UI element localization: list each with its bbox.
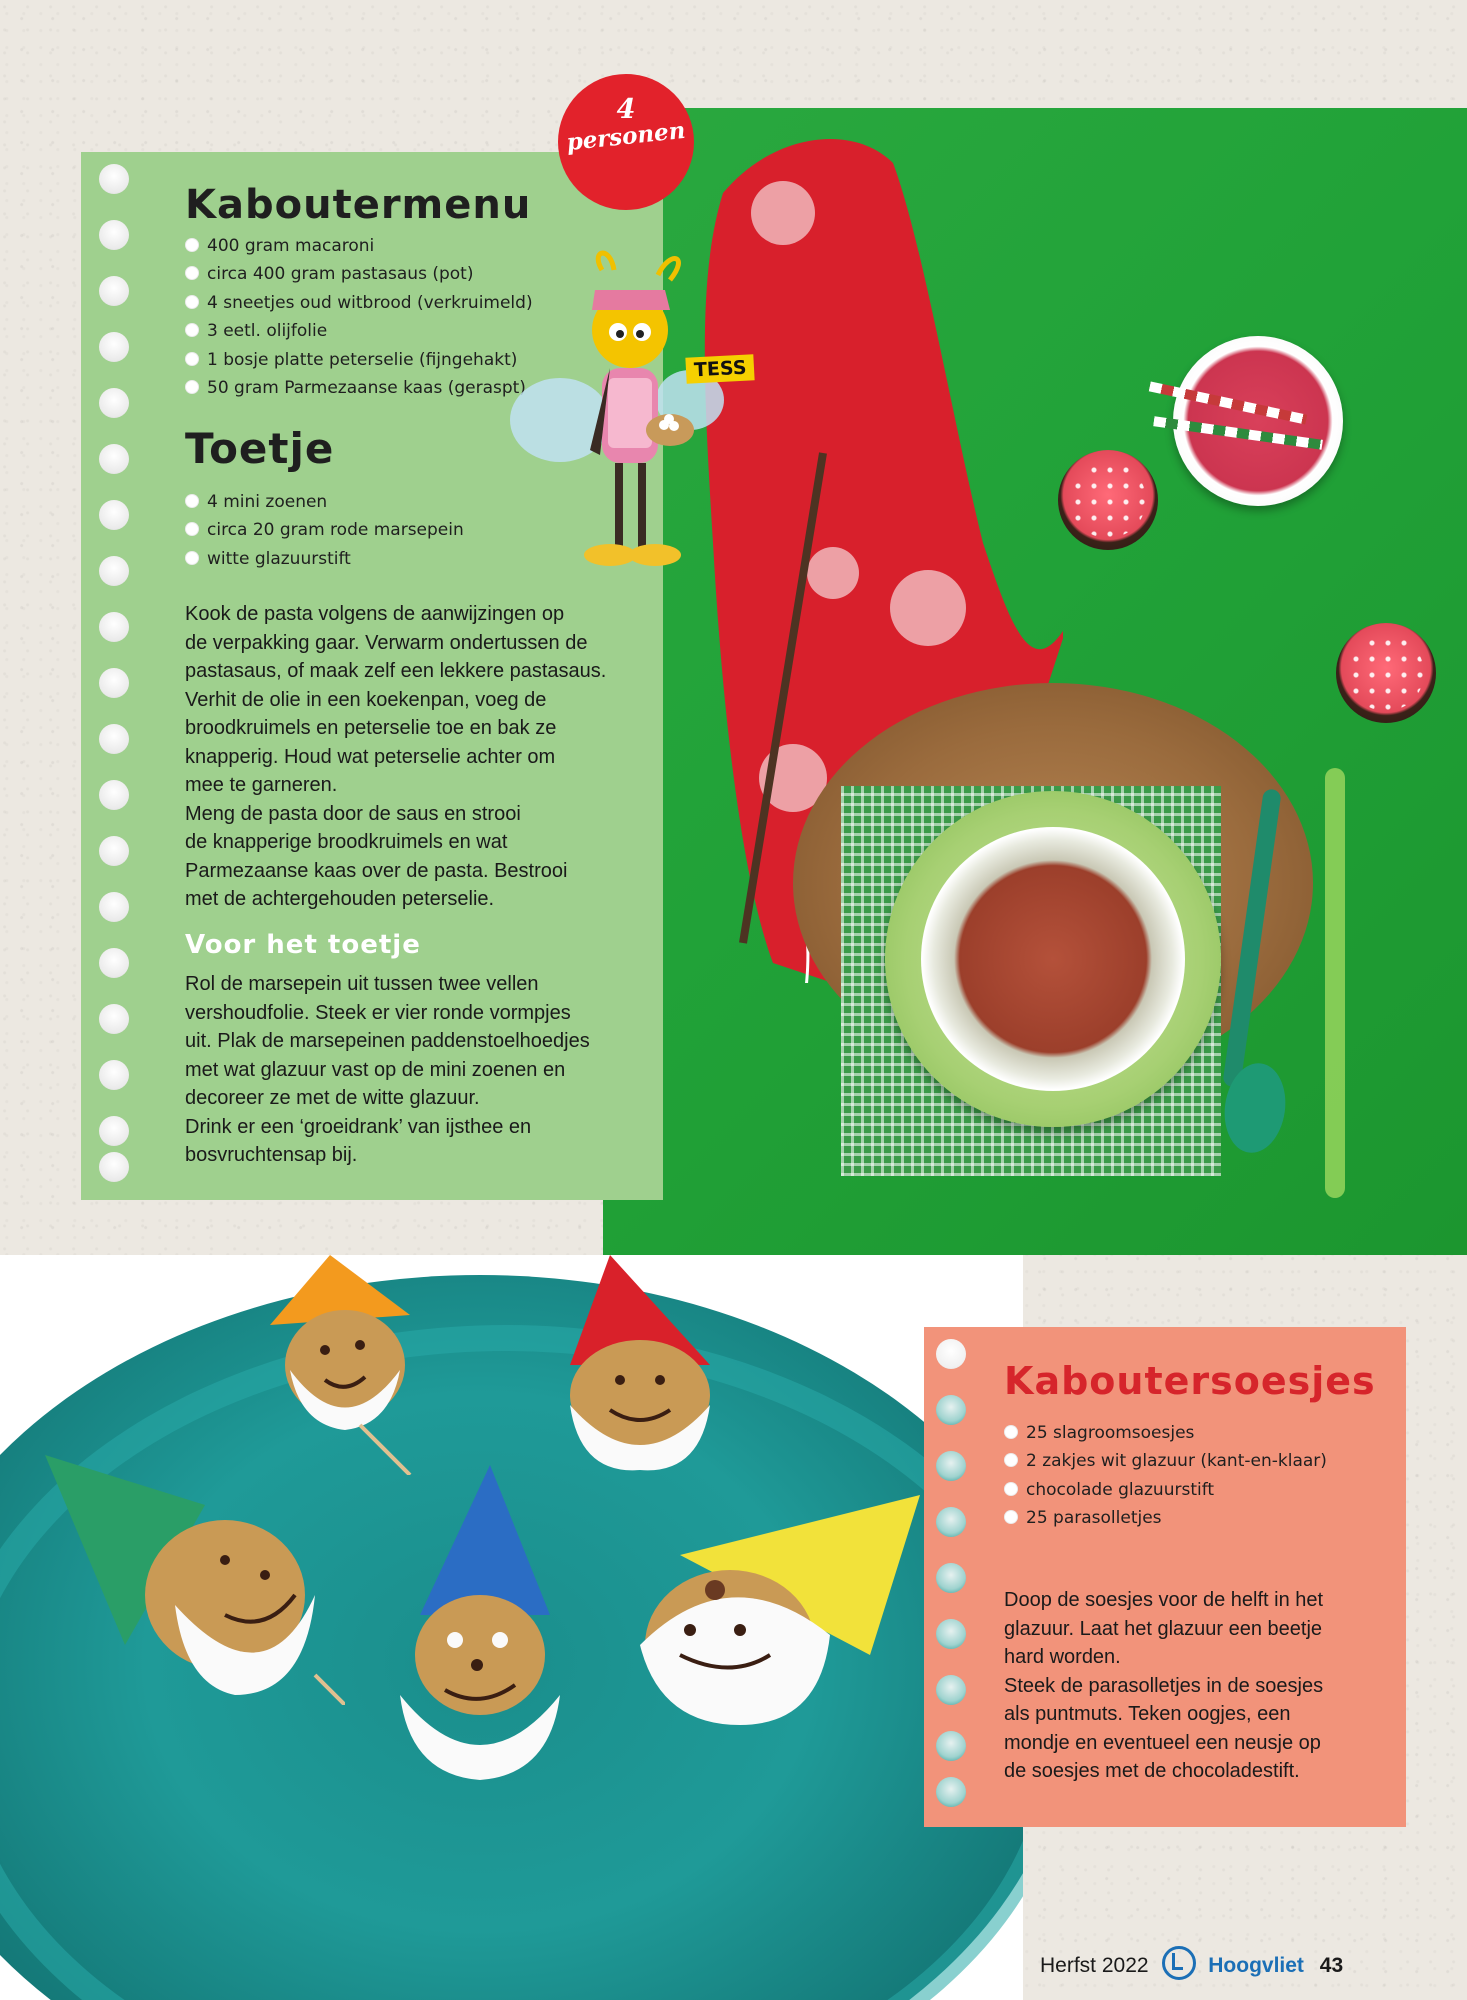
mushroom-cake: [1058, 450, 1158, 550]
cream-puffs-photo: [0, 1255, 1023, 2000]
brand-name: Hoogvliet: [1208, 1954, 1304, 1977]
ingredient-item: 2 zakjes wit glazuur (kant-en-klaar): [1004, 1447, 1327, 1475]
ingredient-item: 4 sneetjes oud witbrood (verkruimeld): [185, 289, 533, 317]
mascot-name-label: TESS: [685, 354, 755, 384]
ingredient-item: circa 20 gram rode marsepein: [185, 516, 464, 544]
page-footer: [1040, 1946, 1343, 1980]
pasta-bowl: [885, 791, 1221, 1127]
recipe-card-soesjes: [924, 1327, 1406, 1827]
soesjes-ingredient-list: [1004, 1419, 1327, 1533]
binder-holes: [99, 152, 139, 1200]
ingredient-list: [185, 232, 533, 402]
bee-mascot-illustration: [510, 250, 730, 590]
soesjes-instructions: Doop de soesjes voor de helft in het glazuur. Laat het glazuur een beetje hard worden. Steek de parasolletjes in de soesjes als puntmuts. Teken oogjes, een mondje en eventueel een neusje op de soesjes met de chocoladestift.: [1004, 1589, 1324, 1782]
ingredient-item: 25 parasolletjes: [1004, 1504, 1327, 1532]
ingredient-item: 400 gram macaroni: [185, 232, 533, 260]
drink-cup: [1173, 336, 1343, 506]
servings-badge: 4 personen: [558, 74, 694, 210]
gnome-cream-puff: [25, 1445, 345, 1705]
dessert-instructions: Rol de marsepein uit tussen twee vellen vershoudfolie. Steek er vier ronde vormpjes uit. Plak de marsepeinen paddenstoelhoedjes met wat glazuur vast op de mini zoenen en decoreer ze met de witte glazuur. Drink er een ‘groeidrank’ van ijsthee en bosvruchtensap bij.: [185, 973, 590, 1166]
ingredient-item: 3 eetl. olijfolie: [185, 317, 533, 345]
ingredient-item: witte glazuurstift: [185, 545, 464, 573]
gnome-cream-puff: [380, 1465, 580, 1785]
ingredient-item: chocolade glazuurstift: [1004, 1476, 1327, 1504]
dessert-section-title: Voor het toetje: [185, 930, 421, 960]
ingredient-item: 1 bosje platte peterselie (fijngehakt): [185, 346, 533, 374]
ingredient-item: 4 mini zoenen: [185, 488, 464, 516]
dessert-title: Toetje: [185, 424, 335, 473]
cooking-instructions: Kook de pasta volgens de aanwijzingen op de verpakking gaar. Verwarm ondertussen de pastasaus, of maak zelf een lekkere pastasaus. Verhit de olie in een koekenpan, voeg de broodkruimels en peterselie toe en bak ze knapperig. Houd wat peterselie achter om mee te garneren. Meng de pasta door de saus en strooi de knapperige broodkruimels en wat Parmezaanse kaas over de pasta. Bestrooi met de achtergehouden peterselie.: [185, 603, 607, 910]
page-number: 43: [1319, 1954, 1344, 1977]
gnome-cream-puff: [620, 1495, 920, 1775]
ingredient-item: 50 gram Parmezaanse kaas (geraspt): [185, 374, 533, 402]
fork: [1325, 768, 1345, 1198]
hoogvliet-logo-icon: [1162, 1946, 1196, 1980]
ingredient-item: circa 400 gram pastasaus (pot): [185, 260, 533, 288]
pasta-photo: [603, 108, 1467, 1255]
mushroom-cake: [1336, 623, 1436, 723]
gnome-cream-puff: [540, 1255, 740, 1475]
gnome-cream-puff: [250, 1255, 430, 1475]
ingredient-item: 25 slagroomsoesjes: [1004, 1419, 1327, 1447]
recipe-title: Kaboutermenu: [185, 182, 532, 228]
soesjes-title: Kaboutersoesjes: [1004, 1359, 1376, 1403]
dessert-ingredient-list: [185, 488, 464, 573]
issue-label: Herfst 2022: [1040, 1954, 1149, 1977]
